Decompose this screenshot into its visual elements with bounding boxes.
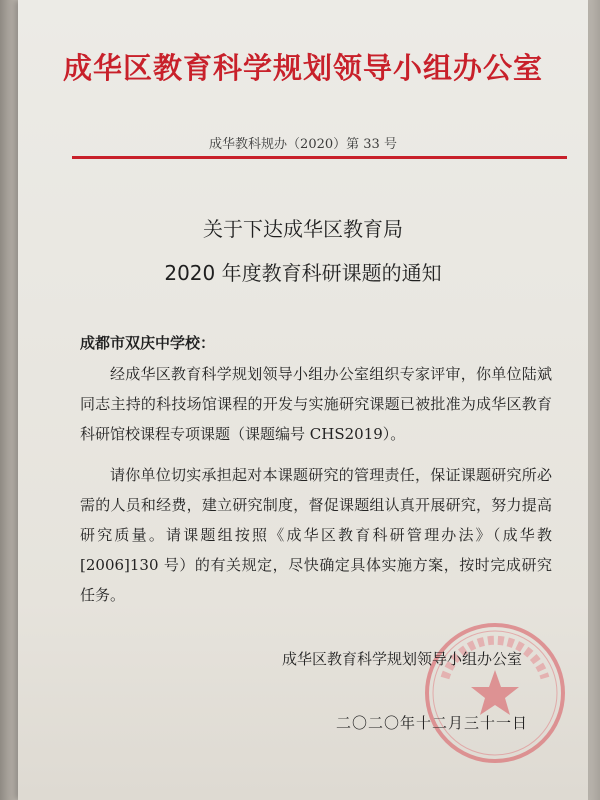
document-page: [18, 0, 588, 800]
signature-date: 二〇二〇年十二月三十一日: [336, 714, 529, 732]
notice-title-line1: 关于下达成华区教育局: [203, 217, 403, 241]
org-header-title: 成华区教育科学规划领导小组办公室: [62, 51, 543, 85]
document-number: 成华教科规办（2020）第 33 号: [209, 137, 397, 152]
body-paragraph-1: 经成华区教育科学规划领导小组办公室组织专家评审，你单位陆斌同志主持的科技场馆课程的开发与实施研究课题已被批准为成华区教育科研馆校课程专项课题（课题编号 CHS2019）。: [80, 365, 552, 443]
recipient: 成都市双庆中学校：: [80, 334, 216, 352]
body-paragraph-2: 请你单位切实承担起对本课题研究的管理责任，保证课题研究所必需的人员和经费，建立研究制度，督促课题组认真开展研究，努力提高研究质量。请课题组按照《成华区教育科研管理办法》（成华教[2006]130 号）的有关规定，尽快确定具体实施方案，按时完成研究任务。: [80, 466, 552, 604]
signature-organization: 成华区教育科学规划领导小组办公室: [282, 650, 523, 668]
official-seal-icon: [420, 618, 570, 768]
notice-title-line2: 2020 年度教育科研课题的通知: [164, 261, 442, 285]
red-divider: [72, 156, 567, 159]
